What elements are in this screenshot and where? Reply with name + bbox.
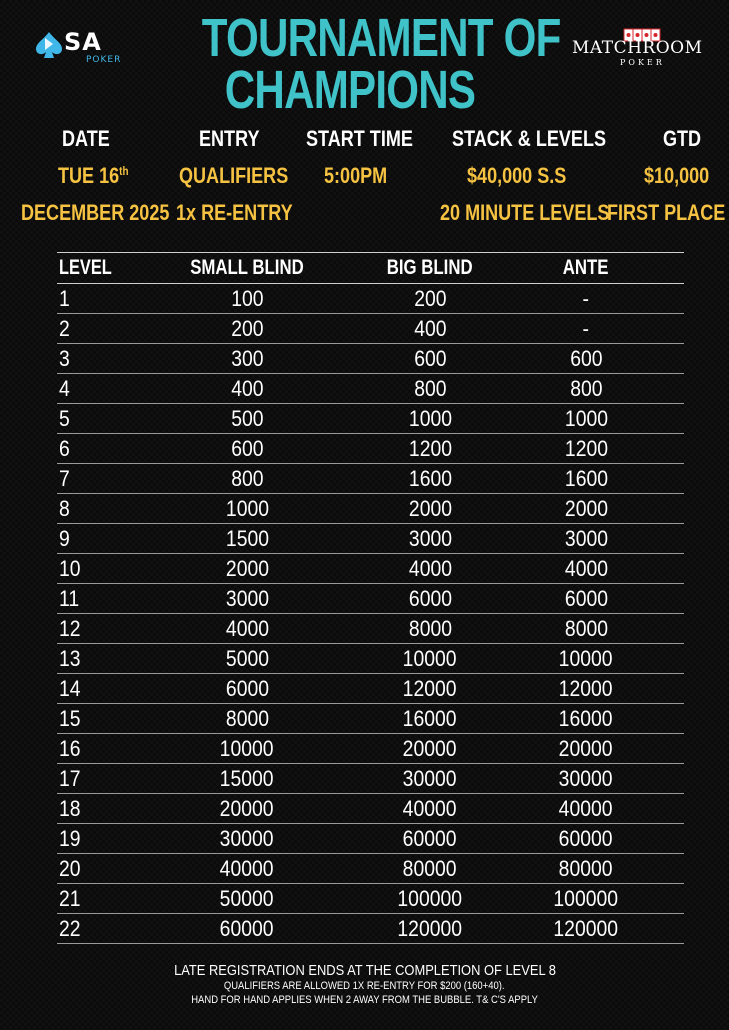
date-label: DATE xyxy=(62,126,110,151)
cell-level: 12 xyxy=(59,615,81,641)
cell-ante: 1200 xyxy=(564,435,608,461)
table-row xyxy=(57,884,684,914)
cell-ante: 80000 xyxy=(559,855,613,881)
table-row xyxy=(57,764,684,794)
cell-level: 3 xyxy=(59,345,70,371)
sa-logo-subtext: POKER xyxy=(86,55,122,65)
date-value-month: DECEMBER 2025 xyxy=(21,200,170,225)
table-row xyxy=(57,794,684,824)
cell-ante: 600 xyxy=(569,345,603,371)
cell-level: 20 xyxy=(59,855,81,881)
table-row xyxy=(57,584,684,614)
cell-big-blind: 20000 xyxy=(403,735,457,761)
cell-level: 16 xyxy=(59,735,81,761)
cell-big-blind: 8000 xyxy=(408,615,452,641)
cell-small-blind: 40000 xyxy=(220,855,274,881)
header-big-blind: BIG BLIND xyxy=(387,256,473,279)
cell-small-blind: 1000 xyxy=(225,495,269,521)
cell-big-blind: 1200 xyxy=(408,435,452,461)
hand-for-hand-note: HAND FOR HAND APPLIES WHEN 2 AWAY FROM THE BUBBLE. T& C'S APPLY xyxy=(191,994,538,1006)
entry-value-2: 1x RE-ENTRY xyxy=(176,200,293,225)
cell-small-blind: 60000 xyxy=(220,915,274,941)
header-level: LEVEL xyxy=(59,256,112,279)
cell-ante: 16000 xyxy=(559,705,613,731)
cell-ante: 120000 xyxy=(553,915,619,941)
date-value-day: TUE 16th xyxy=(58,163,129,188)
start-time-label: START TIME xyxy=(306,126,413,151)
table-row xyxy=(57,404,684,434)
cell-small-blind: 100 xyxy=(230,285,264,311)
sa-poker-logo xyxy=(34,26,122,70)
spade-icon xyxy=(34,30,64,60)
table-row xyxy=(57,914,684,944)
table-row xyxy=(57,344,684,374)
entry-label: ENTRY xyxy=(199,126,260,151)
gtd-value: $10,000 xyxy=(644,163,710,188)
matchroom-logo-subtext: POKER xyxy=(620,58,665,67)
matchroom-poker-logo xyxy=(572,28,714,68)
cell-small-blind: 3000 xyxy=(225,585,269,611)
table-row xyxy=(57,734,684,764)
table-row xyxy=(57,554,684,584)
cell-level: 15 xyxy=(59,705,81,731)
cell-level: 10 xyxy=(59,555,81,581)
cell-ante: 10000 xyxy=(559,645,613,671)
cell-big-blind: 80000 xyxy=(403,855,457,881)
cell-level: 18 xyxy=(59,795,81,821)
cell-level: 2 xyxy=(59,315,70,341)
re-entry-note: QUALIFIERS ARE ALLOWED 1X RE-ENTRY FOR $200 (160+40). xyxy=(224,980,505,992)
stack-levels-label: STACK & LEVELS xyxy=(452,126,607,151)
cell-big-blind: 3000 xyxy=(408,525,452,551)
blind-structure-table xyxy=(57,252,684,944)
table-body xyxy=(57,284,684,944)
cell-ante: 4000 xyxy=(564,555,608,581)
cell-big-blind: 100000 xyxy=(397,885,463,911)
cell-ante: 800 xyxy=(569,375,603,401)
late-registration-note: LATE REGISTRATION ENDS AT THE COMPLETION OF LEVEL 8 xyxy=(173,962,556,979)
cell-ante: 3000 xyxy=(564,525,608,551)
cell-small-blind: 4000 xyxy=(225,615,269,641)
cell-ante: 100000 xyxy=(553,885,619,911)
cell-big-blind: 4000 xyxy=(408,555,452,581)
cell-small-blind: 8000 xyxy=(225,705,269,731)
cell-small-blind: 10000 xyxy=(220,735,274,761)
cell-big-blind: 40000 xyxy=(403,795,457,821)
cell-small-blind: 6000 xyxy=(225,675,269,701)
stack-value: $40,000 S.S xyxy=(467,163,567,188)
title-line-1: TOURNAMENT OF xyxy=(201,8,561,68)
cell-ante: 6000 xyxy=(564,585,608,611)
cell-level: 13 xyxy=(59,645,81,671)
cell-level: 5 xyxy=(59,405,70,431)
table-row xyxy=(57,614,684,644)
cell-small-blind: 300 xyxy=(230,345,264,371)
cell-small-blind: 600 xyxy=(230,435,264,461)
cell-ante: - xyxy=(582,315,590,341)
start-time-value: 5:00PM xyxy=(324,163,388,188)
cell-level: 8 xyxy=(59,495,70,521)
cell-big-blind: 60000 xyxy=(403,825,457,851)
cell-small-blind: 5000 xyxy=(225,645,269,671)
cell-ante: 12000 xyxy=(559,675,613,701)
cell-ante: 2000 xyxy=(564,495,608,521)
cell-ante: 60000 xyxy=(559,825,613,851)
cell-ante: 30000 xyxy=(559,765,613,791)
cell-big-blind: 600 xyxy=(413,345,447,371)
cell-level: 7 xyxy=(59,465,70,491)
cell-ante: 1600 xyxy=(564,465,608,491)
table-row xyxy=(57,434,684,464)
sa-logo-text: SA xyxy=(64,28,102,56)
cell-level: 14 xyxy=(59,675,81,701)
cell-ante: 8000 xyxy=(564,615,608,641)
table-row xyxy=(57,494,684,524)
cell-big-blind: 16000 xyxy=(403,705,457,731)
cell-ante: 40000 xyxy=(559,795,613,821)
cell-small-blind: 200 xyxy=(230,315,264,341)
cell-big-blind: 1600 xyxy=(408,465,452,491)
cell-small-blind: 15000 xyxy=(220,765,274,791)
title-line-2: CHAMPIONS xyxy=(224,60,476,120)
cell-level: 11 xyxy=(59,585,80,611)
table-row xyxy=(57,644,684,674)
first-place-value: FIRST PLACE xyxy=(607,200,726,225)
cell-level: 22 xyxy=(59,915,81,941)
header-small-blind: SMALL BLIND xyxy=(190,256,304,279)
table-row xyxy=(57,314,684,344)
cell-level: 1 xyxy=(59,285,70,311)
cell-ante: 20000 xyxy=(559,735,613,761)
cell-big-blind: 30000 xyxy=(403,765,457,791)
footer-notes xyxy=(0,962,729,1007)
cell-big-blind: 1000 xyxy=(408,405,452,431)
cell-ante: - xyxy=(582,285,590,311)
matchroom-logo-text: MATCHROOM xyxy=(572,38,703,58)
gtd-label: GTD xyxy=(663,126,702,151)
cell-big-blind: 12000 xyxy=(403,675,457,701)
cell-small-blind: 400 xyxy=(230,375,264,401)
cell-small-blind: 2000 xyxy=(225,555,269,581)
table-row xyxy=(57,704,684,734)
cell-big-blind: 400 xyxy=(413,315,447,341)
cell-level: 21 xyxy=(59,885,81,911)
cell-small-blind: 1500 xyxy=(225,525,269,551)
cell-small-blind: 20000 xyxy=(220,795,274,821)
cell-level: 6 xyxy=(59,435,70,461)
cell-big-blind: 120000 xyxy=(397,915,463,941)
table-row xyxy=(57,824,684,854)
table-row xyxy=(57,524,684,554)
entry-value-1: QUALIFIERS xyxy=(179,163,289,188)
cell-big-blind: 800 xyxy=(413,375,447,401)
table-row xyxy=(57,374,684,404)
table-header-row xyxy=(57,252,684,284)
cell-level: 4 xyxy=(59,375,70,401)
cell-small-blind: 500 xyxy=(230,405,264,431)
cell-level: 17 xyxy=(59,765,81,791)
cell-big-blind: 10000 xyxy=(403,645,457,671)
table-row xyxy=(57,854,684,884)
header-ante: ANTE xyxy=(563,256,609,279)
cell-big-blind: 2000 xyxy=(408,495,452,521)
cell-level: 9 xyxy=(59,525,70,551)
cell-small-blind: 30000 xyxy=(220,825,274,851)
table-row xyxy=(57,464,684,494)
cell-big-blind: 200 xyxy=(413,285,447,311)
cell-level: 19 xyxy=(59,825,81,851)
table-row xyxy=(57,674,684,704)
cell-small-blind: 800 xyxy=(230,465,264,491)
levels-value: 20 MINUTE LEVELS xyxy=(440,200,610,225)
cell-small-blind: 50000 xyxy=(220,885,274,911)
cell-big-blind: 6000 xyxy=(408,585,452,611)
cell-ante: 1000 xyxy=(564,405,608,431)
page-title xyxy=(160,8,561,120)
table-row xyxy=(57,284,684,314)
